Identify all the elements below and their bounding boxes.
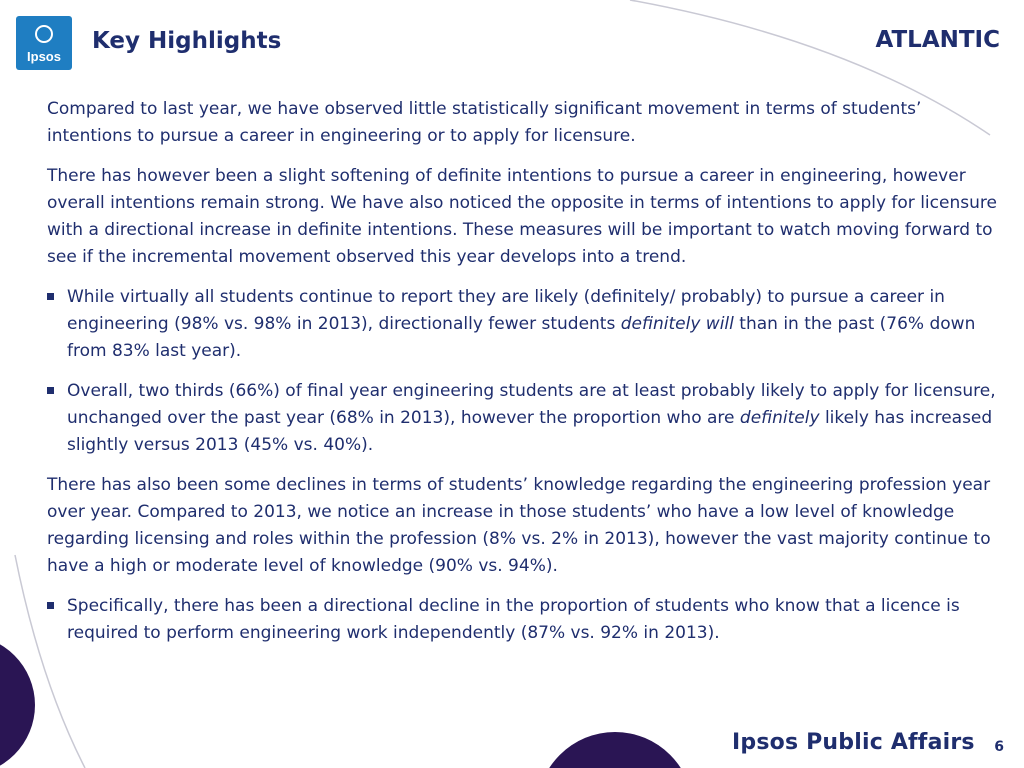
- bullet-licence-required: [47, 593, 997, 647]
- bullet-licensure: [47, 378, 997, 459]
- region-label: ATLANTIC: [875, 27, 1000, 53]
- bullet-licence-required-text: Specifically, there has been a directional decline in the proportion of students who know that a licence is required to perform engineering work independently (87% vs. 92% in 2013).: [67, 596, 960, 643]
- page-number: 6: [994, 739, 1004, 755]
- bullet-career-text-end: than in the past (76% down from 83% last year).: [67, 314, 976, 361]
- logo-head-icon: [35, 25, 53, 43]
- decorative-circle-left: [0, 635, 35, 768]
- paragraph-intentions: There has however been a slight softening of definite intentions to pursue a career in engineering, however overall intentions remain strong. We have also noticed the opposite in terms of intentions to apply for licensure with a directional increase in definite intentions. These measures will be important to watch moving forward to see if the incremental movement observed this year develops into a trend.: [47, 166, 997, 267]
- bullet-career: [47, 284, 997, 365]
- paragraph-knowledge: There has also been some declines in terms of students’ knowledge regarding the engineering profession year over year. Compared to 2013, we notice an increase in those students’ who have a low level of knowledge regarding licensing and roles within the profession (8% vs. 2% in 2013), however the vast majority continue to have a high or moderate level of knowledge (90% vs. 94%).: [47, 475, 991, 576]
- page-title: Key Highlights: [92, 28, 282, 54]
- bullet-square-icon: [47, 387, 54, 394]
- logo-text: Ipsos: [27, 49, 61, 64]
- bullet-licensure-text: Overall, two thirds (66%) of final year engineering students are at least probably likely to apply for licensure, unchanged over the past year (68% in 2013), however the proportion who are: [67, 381, 996, 428]
- ipsos-logo: [16, 16, 72, 70]
- footer-brand: Ipsos Public Affairs: [732, 730, 975, 755]
- bullet-career-emphasis: definitely will: [620, 314, 734, 334]
- bullet-licensure-text-end: likely has increased slightly versus 2013 (45% vs. 40%).: [67, 408, 993, 455]
- bullet-square-icon: [47, 602, 54, 609]
- decorative-circle-bottom: [537, 732, 693, 768]
- bullet-square-icon: [47, 293, 54, 300]
- bullet-career-text: While virtually all students continue to report they are likely (definitely/ probably) to pursue a career in engineering (98% vs. 98% in 2013), directionally fewer students: [67, 287, 945, 334]
- highlights-body: [47, 96, 997, 660]
- paragraph-intro: Compared to last year, we have observed little statistically significant movement in terms of students’ intentions to pursue a career in engineering or to apply for licensure.: [47, 99, 922, 146]
- bullet-licensure-emphasis: definitely: [739, 408, 820, 428]
